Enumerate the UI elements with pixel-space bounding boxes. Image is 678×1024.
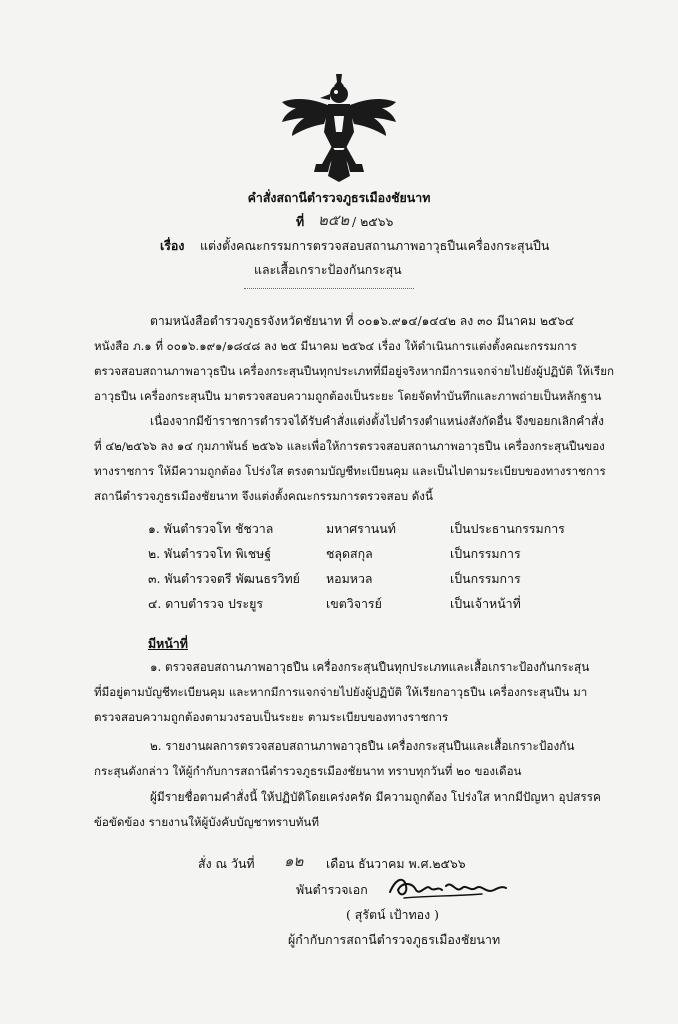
member-1-name: ๑. พันตำรวจโท ชัชวาล (148, 521, 274, 536)
duty-2-line-1: ๒. รายงานผลการตรวจสอบสถานภาพอาวุธปืน เครื่องกระสุนปืนและเสื้อเกราะป้องกัน (150, 739, 575, 753)
duty-2-line-2: กระสุนดังกล่าว ให้ผู้กำกับการสถานีตำรวจภูธรเมืองชัยนาท ทราบทุกวันที่ ๒๐ ของเดือน (94, 764, 522, 778)
member-2-name: ๒. พันตำรวจโท พิเชษฐ์ (148, 546, 272, 561)
closing-line-2: ข้อขัดข้อง รายงานให้ผู้บังคับบัญชาทราบทันที (94, 815, 320, 829)
subject-label: เรื่อง (160, 238, 185, 253)
paragraph-1-line-3: ตรวจสอบสถานภาพอาวุธปืน เครื่องกระสุนปืนทุกประเภทที่มีอยู่จริงหากมีการแจกจ่ายไปยังผู้ปฏิบัติ ให้เรียก (94, 364, 615, 378)
subject-line-2: และเสื้อเกราะป้องกันกระสุน (254, 262, 402, 277)
paragraph-1-line-2: หนังสือ ภ.๑ ที่ ๐๐๑๖.๑๙๑/๑๘๔๘ ลง ๒๕ มีนาคม ๒๕๖๔ เรื่อง ให้ดำเนินการแต่งตั้งคณะกรรมการ (94, 339, 577, 353)
member-4-role: เป็นเจ้าหน้าที่ (450, 596, 521, 611)
subject-line-1: แต่งตั้งคณะกรรมการตรวจสอบสถานภาพอาวุธปืนเครื่องกระสุนปืน (200, 238, 550, 253)
signer-rank: พันตำรวจเอก (296, 882, 368, 897)
order-number-prefix: ที่ (296, 214, 305, 229)
member-3-role: เป็นกรรมการ (450, 571, 521, 586)
handwritten-signature (386, 872, 510, 902)
member-2-role: เป็นกรรมการ (450, 546, 521, 561)
closing-line-1: ผู้มีรายชื่อตามคำสั่งนี้ ให้ปฏิบัติโดยเคร่งครัด มีความถูกต้อง โปร่งใส หากมีปัญหา อุปสรรค (150, 790, 601, 804)
order-date-day: ๑๒ (284, 852, 304, 870)
member-1-surname: มหาศรานนท์ (326, 521, 396, 536)
member-1-role: เป็นประธานกรรมการ (450, 521, 565, 536)
member-4-surname: เขตวิจารย์ (326, 596, 382, 611)
paragraph-1-line-1: ตามหนังสือตำรวจภูธรจังหวัดชัยนาท ที่ ๐๐๑๖.๙๑๔/๑๔๔๒ ลง ๓๐ มีนาคม ๒๕๖๔ (150, 314, 575, 328)
duty-1-line-3: ตรวจสอบความถูกต้องตามวงรอบเป็นระยะ ตามระเบียบของทางราชการ (94, 710, 449, 724)
paragraph-1-line-4: อาวุธปืน เครื่องกระสุนปืน มาตรวจสอบความถูกต้องเป็นระยะ โดยจัดทำบันทึกและภาพถ่ายเป็นหลักฐาน (94, 389, 602, 403)
order-date-prefix: สั่ง ณ วันที่ (198, 856, 255, 871)
order-number-handwritten: ๒๕๒ (318, 211, 350, 229)
paragraph-2-line-1: เนื่องจากมีข้าราชการตำรวจได้รับคำสั่งแต่งตั้งไปดำรงตำแหน่งสังกัดอื่น จึงขอยกเลิกคำสั่ง (150, 414, 604, 428)
header-divider (244, 288, 414, 289)
paragraph-2-line-3: ทางราชการ ให้มีความถูกต้อง โปร่งใส ตรงตามบัญชีทะเบียนคุม และเป็นไปตามระเบียบของทางราชการ (94, 464, 606, 478)
signer-name: ( สุรัตน์ เป้าทอง ) (346, 907, 439, 922)
member-4-name: ๔. ดาบตำรวจ ประยูร (148, 596, 264, 611)
order-number-suffix: / ๒๕๖๖ (352, 214, 394, 229)
duty-1-line-1: ๑. ตรวจสอบสถานภาพอาวุธปืน เครื่องกระสุนปืนทุกประเภทและเสื้อเกราะป้องกันกระสุน (150, 660, 590, 674)
member-3-surname: หอมหวล (326, 571, 373, 586)
order-title: คำสั่งสถานีตำรวจภูธรเมืองชัยนาท (247, 190, 431, 205)
order-date-month: เดือน ธันวาคม พ.ศ.๒๕๖๖ (326, 856, 466, 871)
garuda-emblem-icon (276, 72, 402, 184)
duty-1-line-2: ที่มีอยู่ตามบัญชีทะเบียนคุม และหากมีการแจกจ่ายไปยังผู้ปฏิบัติ ให้เรียกอาวุธปืน เครื่องกระสุนปืน มา (94, 685, 588, 699)
duty-heading: มีหน้าที่ (148, 636, 188, 651)
member-2-surname: ชลุดสกุล (326, 546, 373, 561)
paragraph-2-line-4: สถานีตำรวจภูธรเมืองชัยนาท จึงแต่งตั้งคณะกรรมการตรวจสอบ ดังนี้ (94, 489, 433, 503)
paragraph-2-line-2: ที่ ๔๒/๒๕๖๖ ลง ๑๔ กุมภาพันธ์ ๒๕๖๖ และเพื่อให้การตรวจสอบสถานภาพอาวุธปืน เครื่องกระสุนปืนของ (94, 439, 605, 453)
member-3-name: ๓. พันตำรวจตรี พัฒนธรวิทย์ (148, 571, 300, 586)
signer-position: ผู้กำกับการสถานีตำรวจภูธรเมืองชัยนาท (288, 932, 501, 947)
